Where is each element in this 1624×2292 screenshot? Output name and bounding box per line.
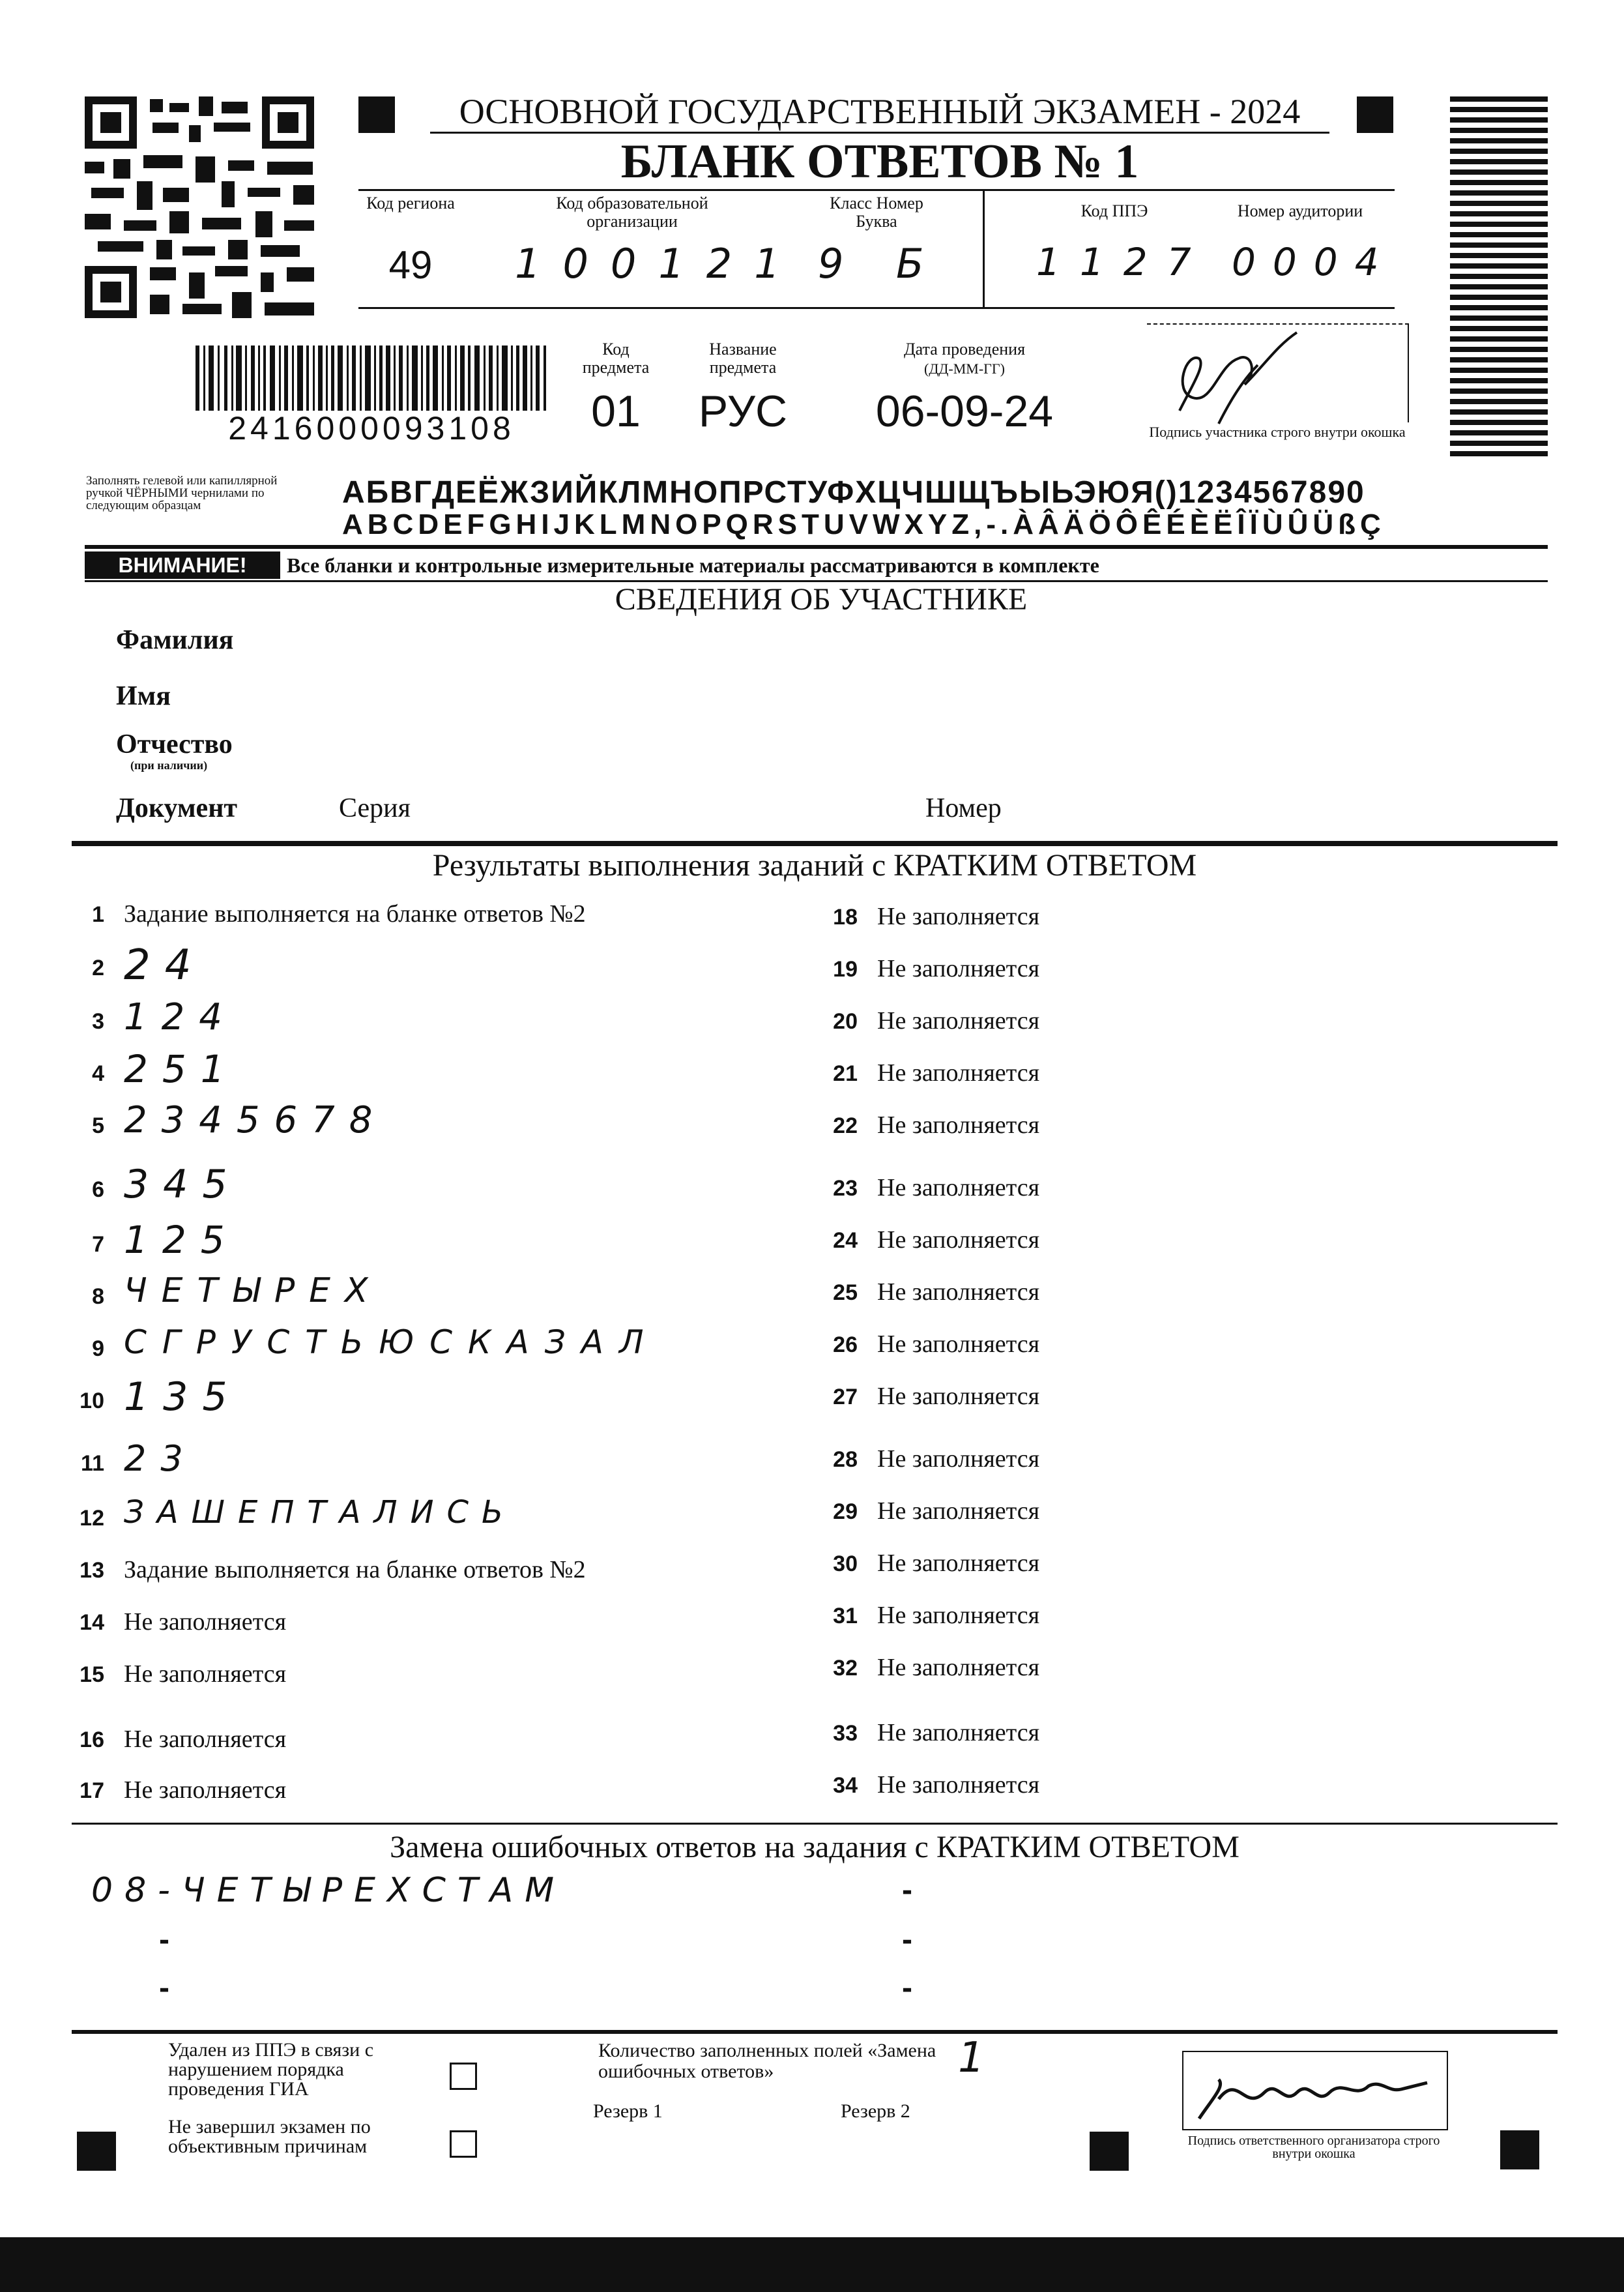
form-title: БЛАНК ОТВЕТОВ № 1 bbox=[620, 135, 1139, 188]
answer-text: Не заполняется bbox=[124, 1776, 287, 1804]
answer-text: Не заполняется bbox=[877, 1226, 1040, 1254]
patronymic-note: (при наличии) bbox=[130, 759, 208, 772]
answer-text: Не заполняется bbox=[877, 1278, 1040, 1306]
ppe-label: Код ППЭ bbox=[1080, 201, 1148, 220]
answer-handwritten[interactable]: 2345678 bbox=[124, 1099, 387, 1141]
answer-handwritten[interactable]: 24 bbox=[124, 941, 206, 990]
answer-number: 29 bbox=[833, 1499, 858, 1524]
subject-code-label: Код предмета bbox=[582, 340, 650, 377]
ppe-value[interactable]: 1127 bbox=[1036, 240, 1211, 284]
date-label: Дата проведения bbox=[903, 340, 1026, 359]
answer-text: Задание выполняется на бланке ответов №2 bbox=[124, 1556, 586, 1583]
fields-count-label: Количество заполненных полей «Замена ошибочных ответов» bbox=[598, 2040, 936, 2082]
sample-cyrillic: АБВГДЕЁЖЗИЙКЛМНОПРСТУФХЦЧШЩЪЫЬЭЮЯ()1234567890 bbox=[342, 475, 1365, 510]
not-finished-checkbox[interactable] bbox=[450, 2130, 477, 2158]
answer-number: 22 bbox=[833, 1113, 858, 1138]
stripe-code bbox=[1450, 96, 1548, 462]
answer-text: Не заполняется bbox=[877, 1059, 1040, 1087]
removed-checkbox[interactable] bbox=[450, 2063, 477, 2090]
answer-number: 17 bbox=[80, 1778, 104, 1803]
answer-handwritten[interactable]: 125 bbox=[124, 1218, 239, 1262]
answer-text: Не заполняется bbox=[877, 1654, 1040, 1681]
answer-text: Не заполняется bbox=[877, 1007, 1040, 1035]
bottom-band bbox=[0, 2237, 1624, 2292]
replacement-entry[interactable]: - bbox=[159, 1922, 169, 1957]
answer-number: 30 bbox=[833, 1551, 858, 1576]
class-number[interactable]: 9 bbox=[818, 240, 858, 287]
answer-number: 24 bbox=[833, 1228, 858, 1253]
answer-text: Не заполняется bbox=[877, 1445, 1040, 1473]
divider bbox=[85, 545, 1548, 549]
marker-square bbox=[1090, 2132, 1129, 2171]
answer-number: 21 bbox=[833, 1061, 858, 1086]
answer-text: Не заполняется bbox=[877, 1330, 1040, 1358]
replacement-entry[interactable]: - bbox=[902, 1971, 912, 2005]
answer-number: 8 bbox=[92, 1284, 104, 1309]
answer-text: Не заполняется bbox=[124, 1660, 287, 1688]
room-label: Номер аудитории bbox=[1237, 201, 1363, 220]
answer-number: 3 bbox=[92, 1009, 104, 1034]
answer-handwritten[interactable]: 23 bbox=[124, 1438, 197, 1479]
answer-number: 20 bbox=[833, 1009, 858, 1034]
surname-label: Фамилия bbox=[116, 625, 234, 655]
answer-number: 25 bbox=[833, 1280, 858, 1305]
divider bbox=[430, 132, 1329, 134]
answers-section-title: Результаты выполнения заданий с КРАТКИМ ОТВЕТОМ bbox=[432, 848, 1197, 883]
answer-text: Не заполняется bbox=[877, 1602, 1040, 1629]
answer-handwritten[interactable]: СГРУСТЬЮСКАЗАЛ bbox=[124, 1323, 660, 1361]
answer-number: 5 bbox=[92, 1113, 104, 1138]
series-label: Серия bbox=[339, 793, 411, 823]
answer-number: 10 bbox=[80, 1388, 104, 1413]
answer-number: 16 bbox=[80, 1727, 104, 1752]
divider bbox=[72, 1823, 1558, 1825]
marker-square bbox=[1357, 96, 1393, 133]
organizer-signature bbox=[1193, 2060, 1434, 2132]
answer-number: 26 bbox=[833, 1332, 858, 1357]
signature-caption: Подпись участника строго внутри окошка bbox=[1149, 424, 1406, 440]
answer-text: Не заполняется bbox=[877, 1174, 1040, 1201]
subject-name-label: Название предмета bbox=[709, 340, 777, 377]
answer-text: Не заполняется bbox=[877, 1497, 1040, 1525]
answer-number: 28 bbox=[833, 1447, 858, 1472]
answer-text: Не заполняется bbox=[877, 1719, 1040, 1746]
answer-number: 18 bbox=[833, 905, 858, 930]
answer-number: 14 bbox=[80, 1610, 104, 1635]
reserve1-label: Резерв 1 bbox=[593, 2100, 663, 2122]
barcode bbox=[196, 345, 547, 411]
answer-text: Не заполняется bbox=[877, 1771, 1040, 1799]
replacement-entry[interactable]: - bbox=[902, 1922, 912, 1957]
answer-text: Задание выполняется на бланке ответов №2 bbox=[124, 900, 586, 928]
divider bbox=[983, 189, 985, 307]
answer-text: Не заполняется bbox=[124, 1726, 287, 1753]
replacement-entry[interactable]: 08-ЧЕТЫРЕХСТАМ bbox=[91, 1871, 566, 1910]
region-value[interactable]: 49 bbox=[388, 243, 433, 287]
answer-number: 32 bbox=[833, 1656, 858, 1681]
answer-number: 15 bbox=[80, 1662, 104, 1687]
barcode-number: 2416000093108 bbox=[228, 410, 515, 447]
answer-number: 7 bbox=[92, 1232, 104, 1257]
answer-number: 23 bbox=[833, 1176, 858, 1201]
number-label: Номер bbox=[925, 793, 1002, 823]
date-format: (ДД-ММ-ГГ) bbox=[924, 360, 1005, 377]
room-value[interactable]: 0004 bbox=[1232, 240, 1396, 284]
marker-square bbox=[358, 96, 395, 133]
answer-number: 13 bbox=[80, 1558, 104, 1583]
answer-number: 6 bbox=[92, 1177, 104, 1202]
answer-number: 34 bbox=[833, 1773, 858, 1798]
organizer-caption: Подпись ответственного организатора строго внутри окошка bbox=[1187, 2134, 1440, 2161]
fields-count-value[interactable]: 1 bbox=[958, 2034, 999, 2082]
divider bbox=[72, 841, 1558, 846]
answer-number: 11 bbox=[81, 1451, 104, 1476]
sample-latin: ABCDEFGHIJKLMNOPQRSTUVWXYZ,-.ÀÂÄÖÔÊÉÈËÎÏÙÛÜßÇ bbox=[342, 508, 1385, 540]
date-value[interactable]: 06-09-24 bbox=[875, 387, 1054, 436]
class-letter[interactable]: Б bbox=[896, 240, 938, 287]
subject-name-value[interactable]: РУС bbox=[698, 387, 788, 436]
marker-square bbox=[1500, 2130, 1539, 2169]
sample-instruction: Заполнять гелевой или капиллярной ручкой ЧЁРНЫМИ чернилами по следующим образцам bbox=[86, 474, 278, 512]
answer-number: 12 bbox=[80, 1506, 104, 1531]
answer-text: Не заполняется bbox=[877, 903, 1040, 930]
not-finished-label: Не завершил экзамен по объективным причинам bbox=[168, 2116, 371, 2157]
marker-square bbox=[77, 2132, 116, 2171]
participant-section-title: СВЕДЕНИЯ ОБ УЧАСТНИКЕ bbox=[615, 582, 1028, 617]
answer-number: 4 bbox=[92, 1061, 104, 1086]
answer-number: 27 bbox=[833, 1385, 858, 1409]
answer-handwritten[interactable]: ЧЕТЫРЕХ bbox=[124, 1271, 383, 1310]
answer-number: 1 bbox=[92, 902, 104, 927]
divider bbox=[72, 2030, 1558, 2034]
answer-handwritten[interactable]: ЗАШЕПТАЛИСЬ bbox=[124, 1494, 516, 1531]
reserve2-label: Резерв 2 bbox=[841, 2100, 910, 2122]
replacement-entry[interactable]: - bbox=[902, 1873, 912, 1907]
answer-text: Не заполняется bbox=[877, 1383, 1040, 1410]
qr-code bbox=[85, 96, 314, 318]
patronymic-label: Отчество bbox=[116, 729, 233, 759]
answer-handwritten[interactable]: 345 bbox=[124, 1162, 242, 1207]
answer-text: Не заполняется bbox=[877, 955, 1040, 982]
participant-signature bbox=[1160, 326, 1316, 430]
replacements-section-title: Замена ошибочных ответов на задания с КРАТКИМ ОТВЕТОМ bbox=[390, 1830, 1240, 1864]
org-value[interactable]: 100121 bbox=[515, 240, 802, 287]
replacement-entry[interactable]: - bbox=[159, 1971, 169, 2005]
warning-text: Все бланки и контрольные измерительные материалы рассматриваются в комплекте bbox=[287, 553, 1099, 577]
answer-handwritten[interactable]: 251 bbox=[124, 1047, 239, 1091]
answer-number: 2 bbox=[92, 956, 104, 980]
region-label: Код региона bbox=[366, 194, 455, 213]
warning-badge: ВНИМАНИЕ! bbox=[85, 551, 280, 579]
answer-number: 31 bbox=[833, 1604, 858, 1628]
answer-text: Не заполняется bbox=[124, 1608, 287, 1636]
answer-text: Не заполняется bbox=[877, 1111, 1040, 1139]
document-label: Документ bbox=[116, 793, 238, 823]
subject-code-value[interactable]: 01 bbox=[591, 387, 641, 436]
exam-title: ОСНОВНОЙ ГОСУДАРСТВЕННЫЙ ЭКЗАМЕН - 2024 bbox=[459, 92, 1301, 131]
name-label: Имя bbox=[116, 681, 171, 711]
class-label: Класс Номер Буква bbox=[830, 194, 923, 231]
org-label: Код образовательной организации bbox=[556, 194, 708, 231]
removed-label: Удален из ППЭ в связи с нарушением порядка проведения ГИА bbox=[168, 2039, 374, 2100]
answer-text: Не заполняется bbox=[877, 1550, 1040, 1577]
answer-handwritten[interactable]: 124 bbox=[124, 996, 237, 1038]
answer-number: 33 bbox=[833, 1721, 858, 1746]
answer-number: 9 bbox=[92, 1336, 104, 1361]
answer-number: 19 bbox=[833, 957, 858, 982]
answer-handwritten[interactable]: 135 bbox=[124, 1374, 242, 1420]
